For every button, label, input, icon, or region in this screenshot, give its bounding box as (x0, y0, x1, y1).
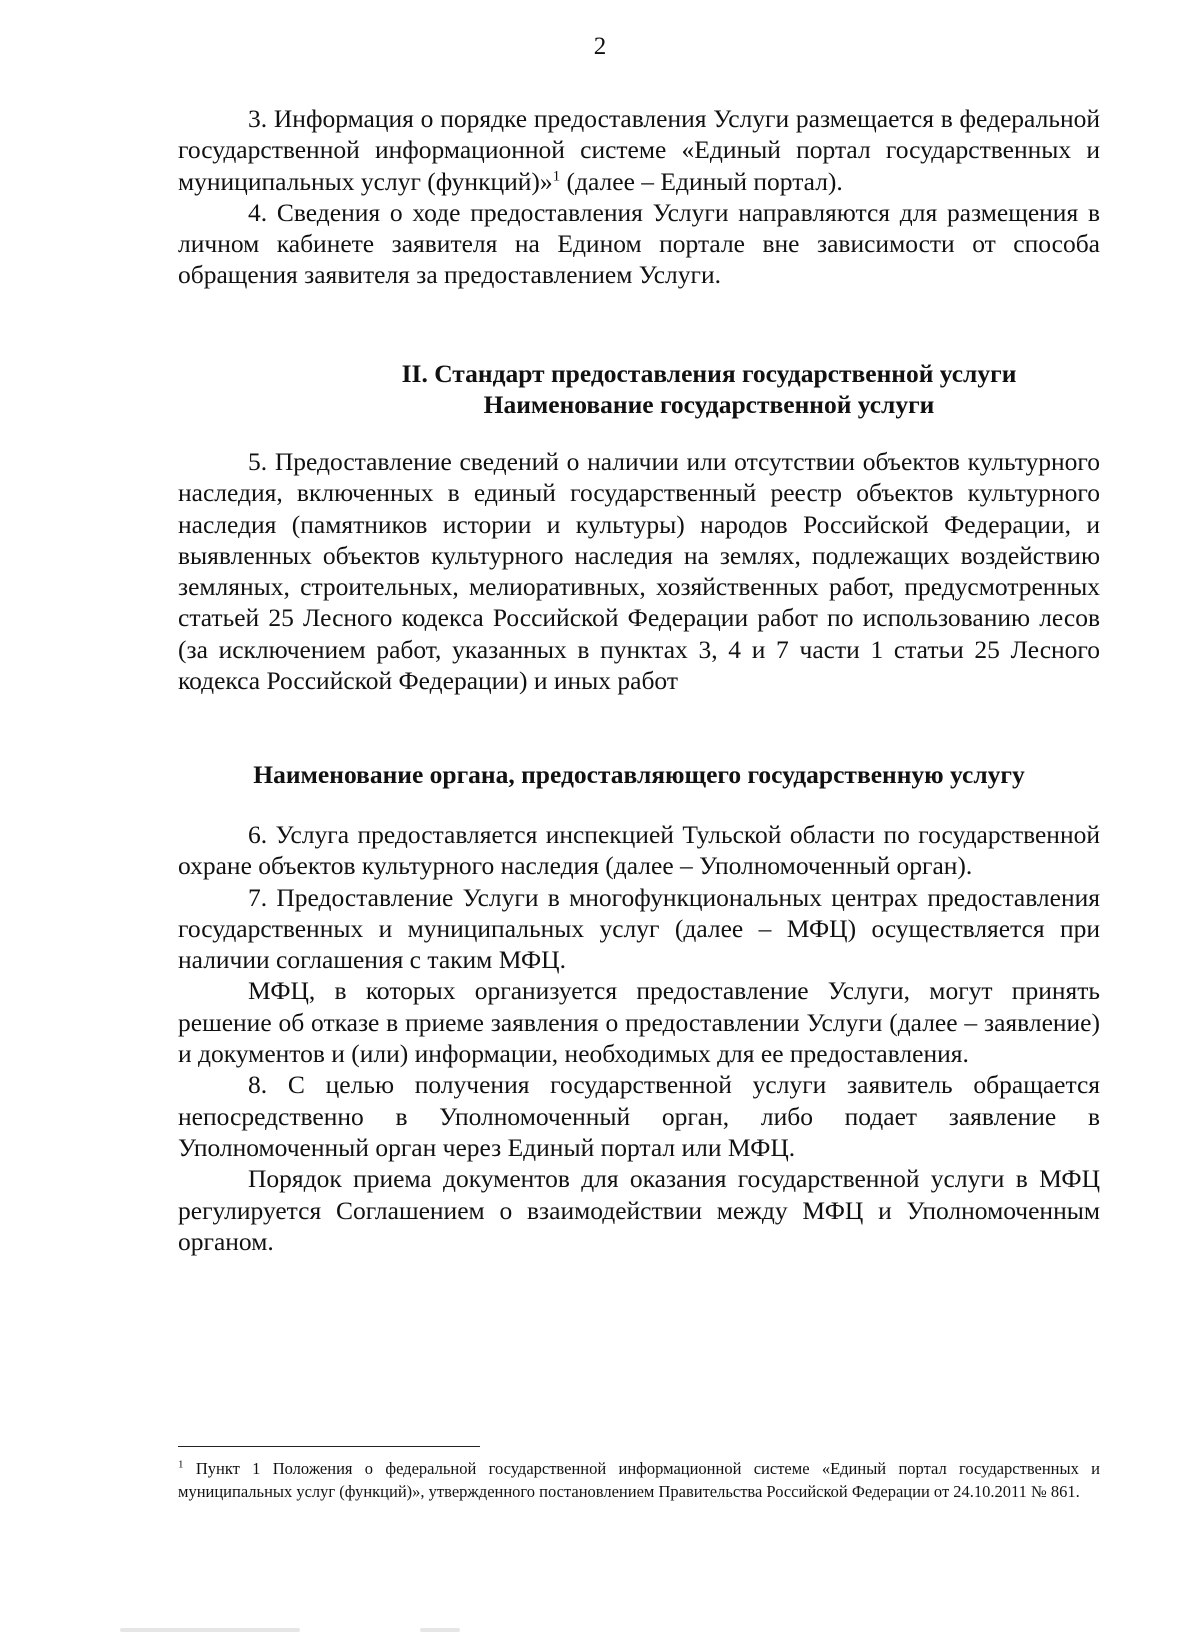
paragraph-4: 4. Сведения о ходе предоставления Услуги направляются для размещения в личном кабинете заявителя на Едином портале вне зависимости от способа обращения заявителя за предоставлением Услуги. (178, 197, 1100, 290)
paragraph-5: 5. Предоставление сведений о наличии или отсутствии объектов культурного наследия, включенных в единый государственный реестр объектов культурного наследия (памятников истории и культуры) народов Российской Федерации, и выявленных объектов культурного наследия на землях, подлежащих воздействию земляных, строительных, мелиоративных, хозяйственных работ, предусмотренных статьей 25 Лесного кодекса Российской Федерации работ по использованию лесов (за исключением работ, указанных в пунктах 3, 4 и 7 части 1 статьи 25 Лесного кодекса Российской Федерации) и иных работ (178, 447, 1100, 696)
paragraph-6: 6. Услуга предоставляется инспекцией Тульской области по государственной охране объектов культурного наследия (далее – Уполномоченный орган). (178, 820, 1100, 881)
paragraph-3-text: 3. Информация о порядке предоставления Услуги размещается в федеральной государственной информационной системе «Единый портал государственных и муниципальных услуг (функций)» (178, 104, 1100, 196)
paragraphs-block-3 (178, 819, 1100, 1257)
section-heading-line-2: Наименование государственной услуги (483, 390, 935, 420)
footnote (178, 1458, 1100, 1503)
section-heading-line-1: II. Стандарт предоставления государственной услуги (401, 359, 1017, 388)
paragraph-8: 8. С целью получения государственной услуги заявитель обращается непосредственно в Уполномоченный орган, либо подает заявление в Уполномоченный орган через Единый портал или МФЦ. (178, 1070, 1100, 1162)
scan-artifact (120, 1628, 300, 1632)
footnote-reference: 1 (552, 168, 561, 185)
paragraph-3 (178, 103, 1100, 197)
paragraph-7-continuation: МФЦ, в которых организуется предоставление Услуги, могут принять решение об отказе в приеме заявления о предоставлении Услуги (далее – заявление) и документов и (или) информации, необходимых для ее предоставления. (178, 976, 1100, 1069)
authority-heading: Наименование органа, предоставляющего государственную услугу (253, 760, 1025, 789)
footnote-text: Пункт 1 Положения о федеральной государственной информационной системе «Единый портал государственных и муниципальных услуг (функций)», утвержденного постановлением Правительства Российской Федерации от 24.10.2011 № 861. (178, 1459, 1100, 1501)
paragraphs-block-2 (178, 446, 1100, 696)
paragraph-7: 7. Предоставление Услуги в многофункциональных центрах предоставления государственных и муниципальных услуг (далее – МФЦ) осуществляется при наличии соглашения с таким МФЦ. (178, 882, 1100, 975)
paragraphs-block-1 (178, 103, 1100, 291)
section-heading (318, 358, 1100, 421)
footnote-divider (178, 1446, 480, 1447)
page-number: 2 (593, 33, 607, 60)
footnote-marker: 1 (178, 1458, 184, 1471)
paragraph-8-continuation: Порядок приема документов для оказания государственной услуги в МФЦ регулируется Соглашением о взаимодействии между МФЦ и Уполномоченным органом. (178, 1164, 1100, 1256)
paragraph-3-tail: (далее – Единый портал). (560, 166, 843, 196)
scan-artifact (420, 1628, 460, 1632)
